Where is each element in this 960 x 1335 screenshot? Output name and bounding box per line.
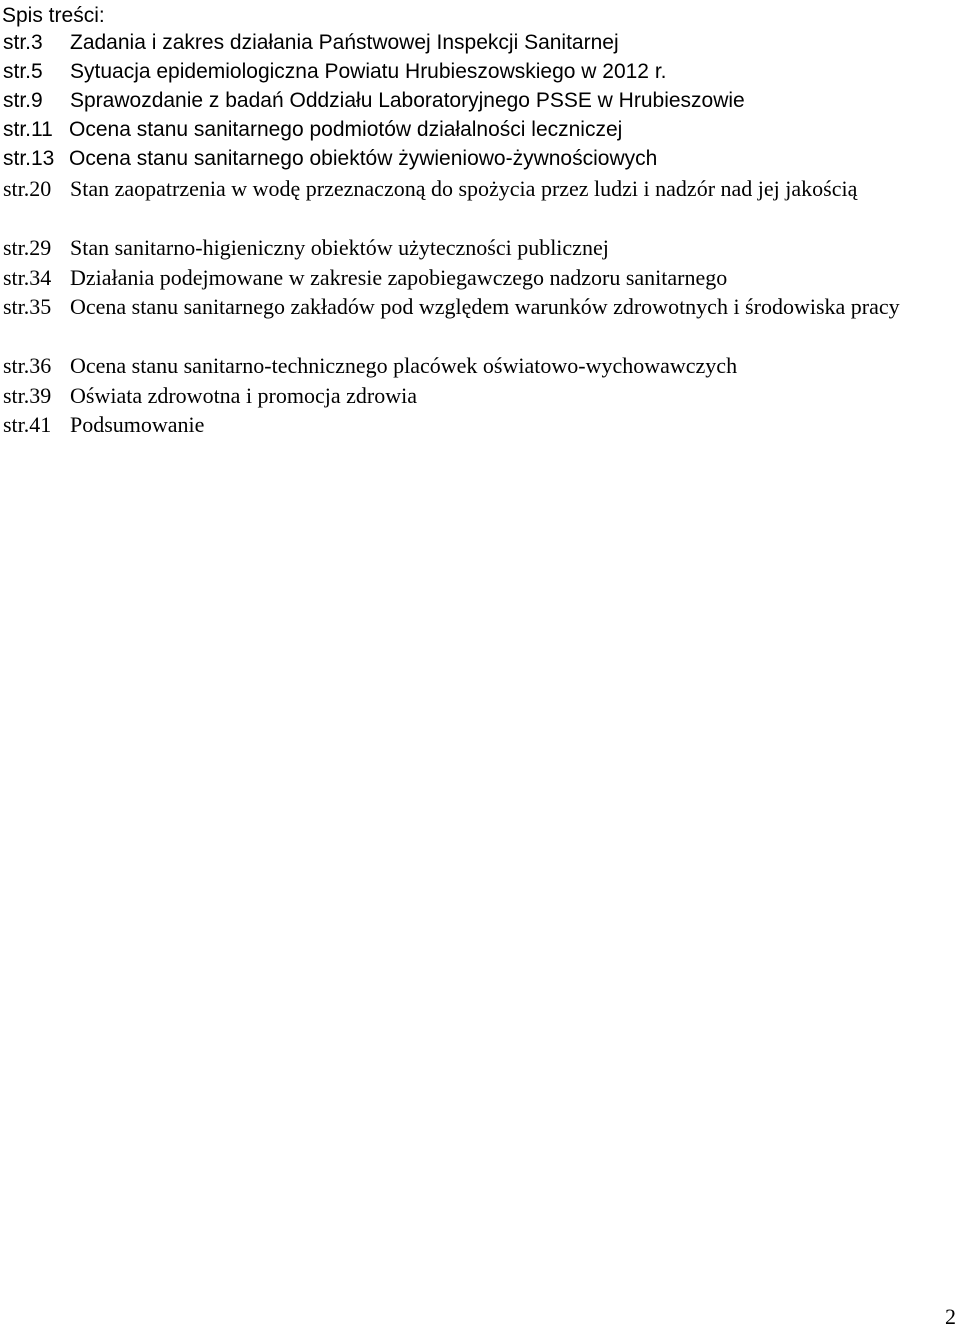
toc-entry[interactable]	[3, 174, 958, 204]
toc-entry[interactable]	[3, 115, 958, 145]
toc-entry-text: Ocena stanu sanitarnego zakładów pod względem warunków zdrowotnych i środowiska pracy	[70, 294, 900, 319]
toc-entry[interactable]	[3, 410, 958, 440]
toc-entry-page: str.13	[3, 147, 55, 170]
toc-entry-text: Stan sanitarno-higieniczny obiektów użyteczności publicznej	[70, 235, 609, 260]
page-number: 2	[945, 1304, 956, 1329]
toc-entry-page: str.41	[3, 412, 52, 437]
toc-entry-text: Ocena stanu sanitarno-technicznego placówek oświatowo-wychowawczych	[70, 353, 738, 378]
toc-entry-text: Ocena stanu sanitarnego podmiotów działalności leczniczej	[69, 118, 623, 141]
toc-entry-page: str.5	[3, 60, 43, 83]
toc-entry[interactable]	[3, 233, 958, 263]
toc-entry-page: str.20	[3, 176, 52, 201]
toc-entry-page: str.11	[3, 118, 53, 141]
toc-entry-text: Ocena stanu sanitarnego obiektów żywieniowo-żywnościowych	[69, 147, 658, 170]
toc-entry-page: str.35	[3, 294, 52, 319]
toc-entry[interactable]	[3, 292, 958, 322]
toc-entry-text: Sytuacja epidemiologiczna Powiatu Hrubieszowskiego w 2012 r.	[70, 60, 667, 83]
toc-entry-page: str.39	[3, 383, 52, 408]
toc-entry[interactable]	[3, 263, 958, 293]
toc-entry-page: str.3	[3, 31, 43, 54]
toc-entry-page: str.36	[3, 353, 52, 378]
toc-entry-text: Stan zaopatrzenia w wodę przeznaczoną do spożycia przez ludzi i nadzór nad jej jakością	[70, 176, 858, 201]
toc-entry[interactable]	[3, 144, 958, 174]
toc-entry[interactable]	[3, 381, 958, 411]
toc-entry-page: str.9	[3, 89, 43, 112]
toc-entry-text: Działania podejmowane w zakresie zapobiegawczego nadzoru sanitarnego	[70, 265, 728, 290]
toc-entry-text: Sprawozdanie z badań Oddziału Laboratoryjnego PSSE w Hrubieszowie	[70, 89, 745, 112]
toc-entry-page: str.29	[3, 235, 52, 260]
toc-entry[interactable]	[3, 57, 958, 87]
toc-entry[interactable]	[3, 351, 958, 381]
toc-entry-text: Zadania i zakres działania Państwowej Inspekcji Sanitarnej	[70, 31, 619, 54]
toc-entry[interactable]	[3, 86, 958, 116]
toc-entry-page: str.34	[3, 265, 52, 290]
toc-entry-text: Oświata zdrowotna i promocja zdrowia	[70, 383, 417, 408]
toc-entry[interactable]	[3, 28, 958, 58]
toc-title: Spis treści:	[2, 4, 105, 27]
toc-entry-text: Podsumowanie	[70, 412, 205, 437]
